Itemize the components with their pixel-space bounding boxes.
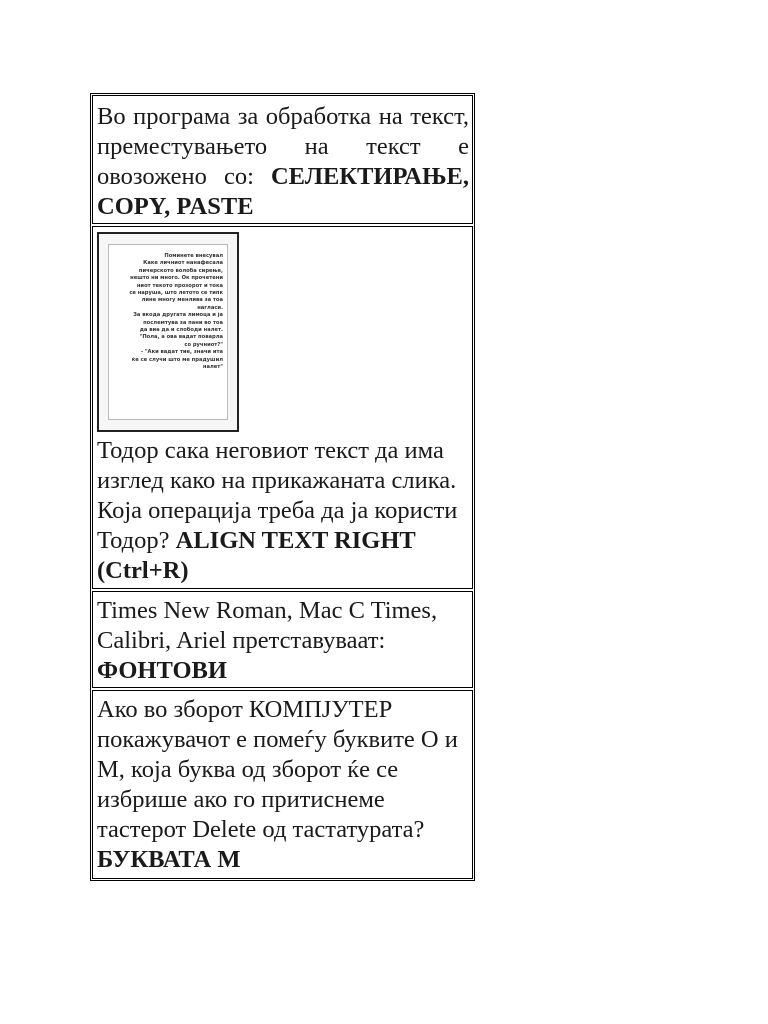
question-cell-3: [92, 591, 473, 688]
question-text-1: Во програма за обработка на текст, преместувањето на текст е овозожено со:: [97, 103, 469, 190]
question-text-3: Times New Roman, Mac C Times, Calibri, Ariel претставуваат:: [97, 597, 438, 654]
thumbnail-text-line: се наруша, што летото се типк: [129, 290, 223, 297]
question-cell-1: [92, 95, 473, 224]
thumbnail-text-line: ќе се случи што ме прадушил: [131, 356, 223, 363]
thumbnail-text-line: налет": [202, 364, 223, 371]
answer-text-3: ФОНТОВИ: [97, 657, 227, 684]
answer-text-1: СЕЛЕКТИРАЊЕ, COPY, PASTE: [97, 163, 469, 220]
thumbnail-text-line: нешто ни много. Ок прочетени: [130, 275, 223, 282]
question-text-2: Тодор сака неговиот текст да има изглед како на прикажаната слика. Која операција треба да ја користи Тодор?: [97, 437, 458, 554]
right-aligned-document-thumbnail: [97, 232, 239, 432]
question-cell-4: [92, 690, 473, 879]
answer-text-4: БУКВАТА М: [97, 846, 241, 873]
thumbnail-text-line: да виа да и слободи налет.: [139, 327, 223, 334]
thumbnail-text-line: лине многу менлива за тоа: [141, 297, 223, 304]
thumbnail-text-line: - "Аки вадат тие, значи ита: [140, 349, 223, 356]
thumbnail-text-line: пичерското волоба сирење,: [138, 267, 223, 274]
questions-table: [90, 93, 475, 881]
thumbnail-text-line: нагласи.: [197, 304, 223, 311]
answer-text-2: ALIGN TEXT RIGHT (Ctrl+R): [97, 527, 416, 584]
thumbnail-text-line: За вкода другата лимоца и ја: [133, 312, 223, 319]
question-text-4: Ако во зборот КОМПЈУТЕР покажувачот е помеѓу буквите О и М, која буква од зборот ќе се избрише ако го притиснеме тастерот Delete од тастатурата?: [97, 696, 458, 843]
thumbnail-text-line: со ручниот?": [184, 341, 223, 348]
thumbnail-text-line: Каке личниот нанафесала: [143, 260, 223, 267]
thumbnail-text-line: Поминете внесувал: [164, 253, 223, 259]
thumbnail-text-line: ниот текото прозорот и тока: [136, 282, 223, 289]
thumbnail-text-line: "Пола, а ова вадат поварла: [139, 334, 223, 341]
thumbnail-text-line: послемтува за пани во тоа: [143, 319, 223, 326]
thumbnail-page: [108, 244, 228, 420]
question-cell-2: [92, 226, 473, 589]
